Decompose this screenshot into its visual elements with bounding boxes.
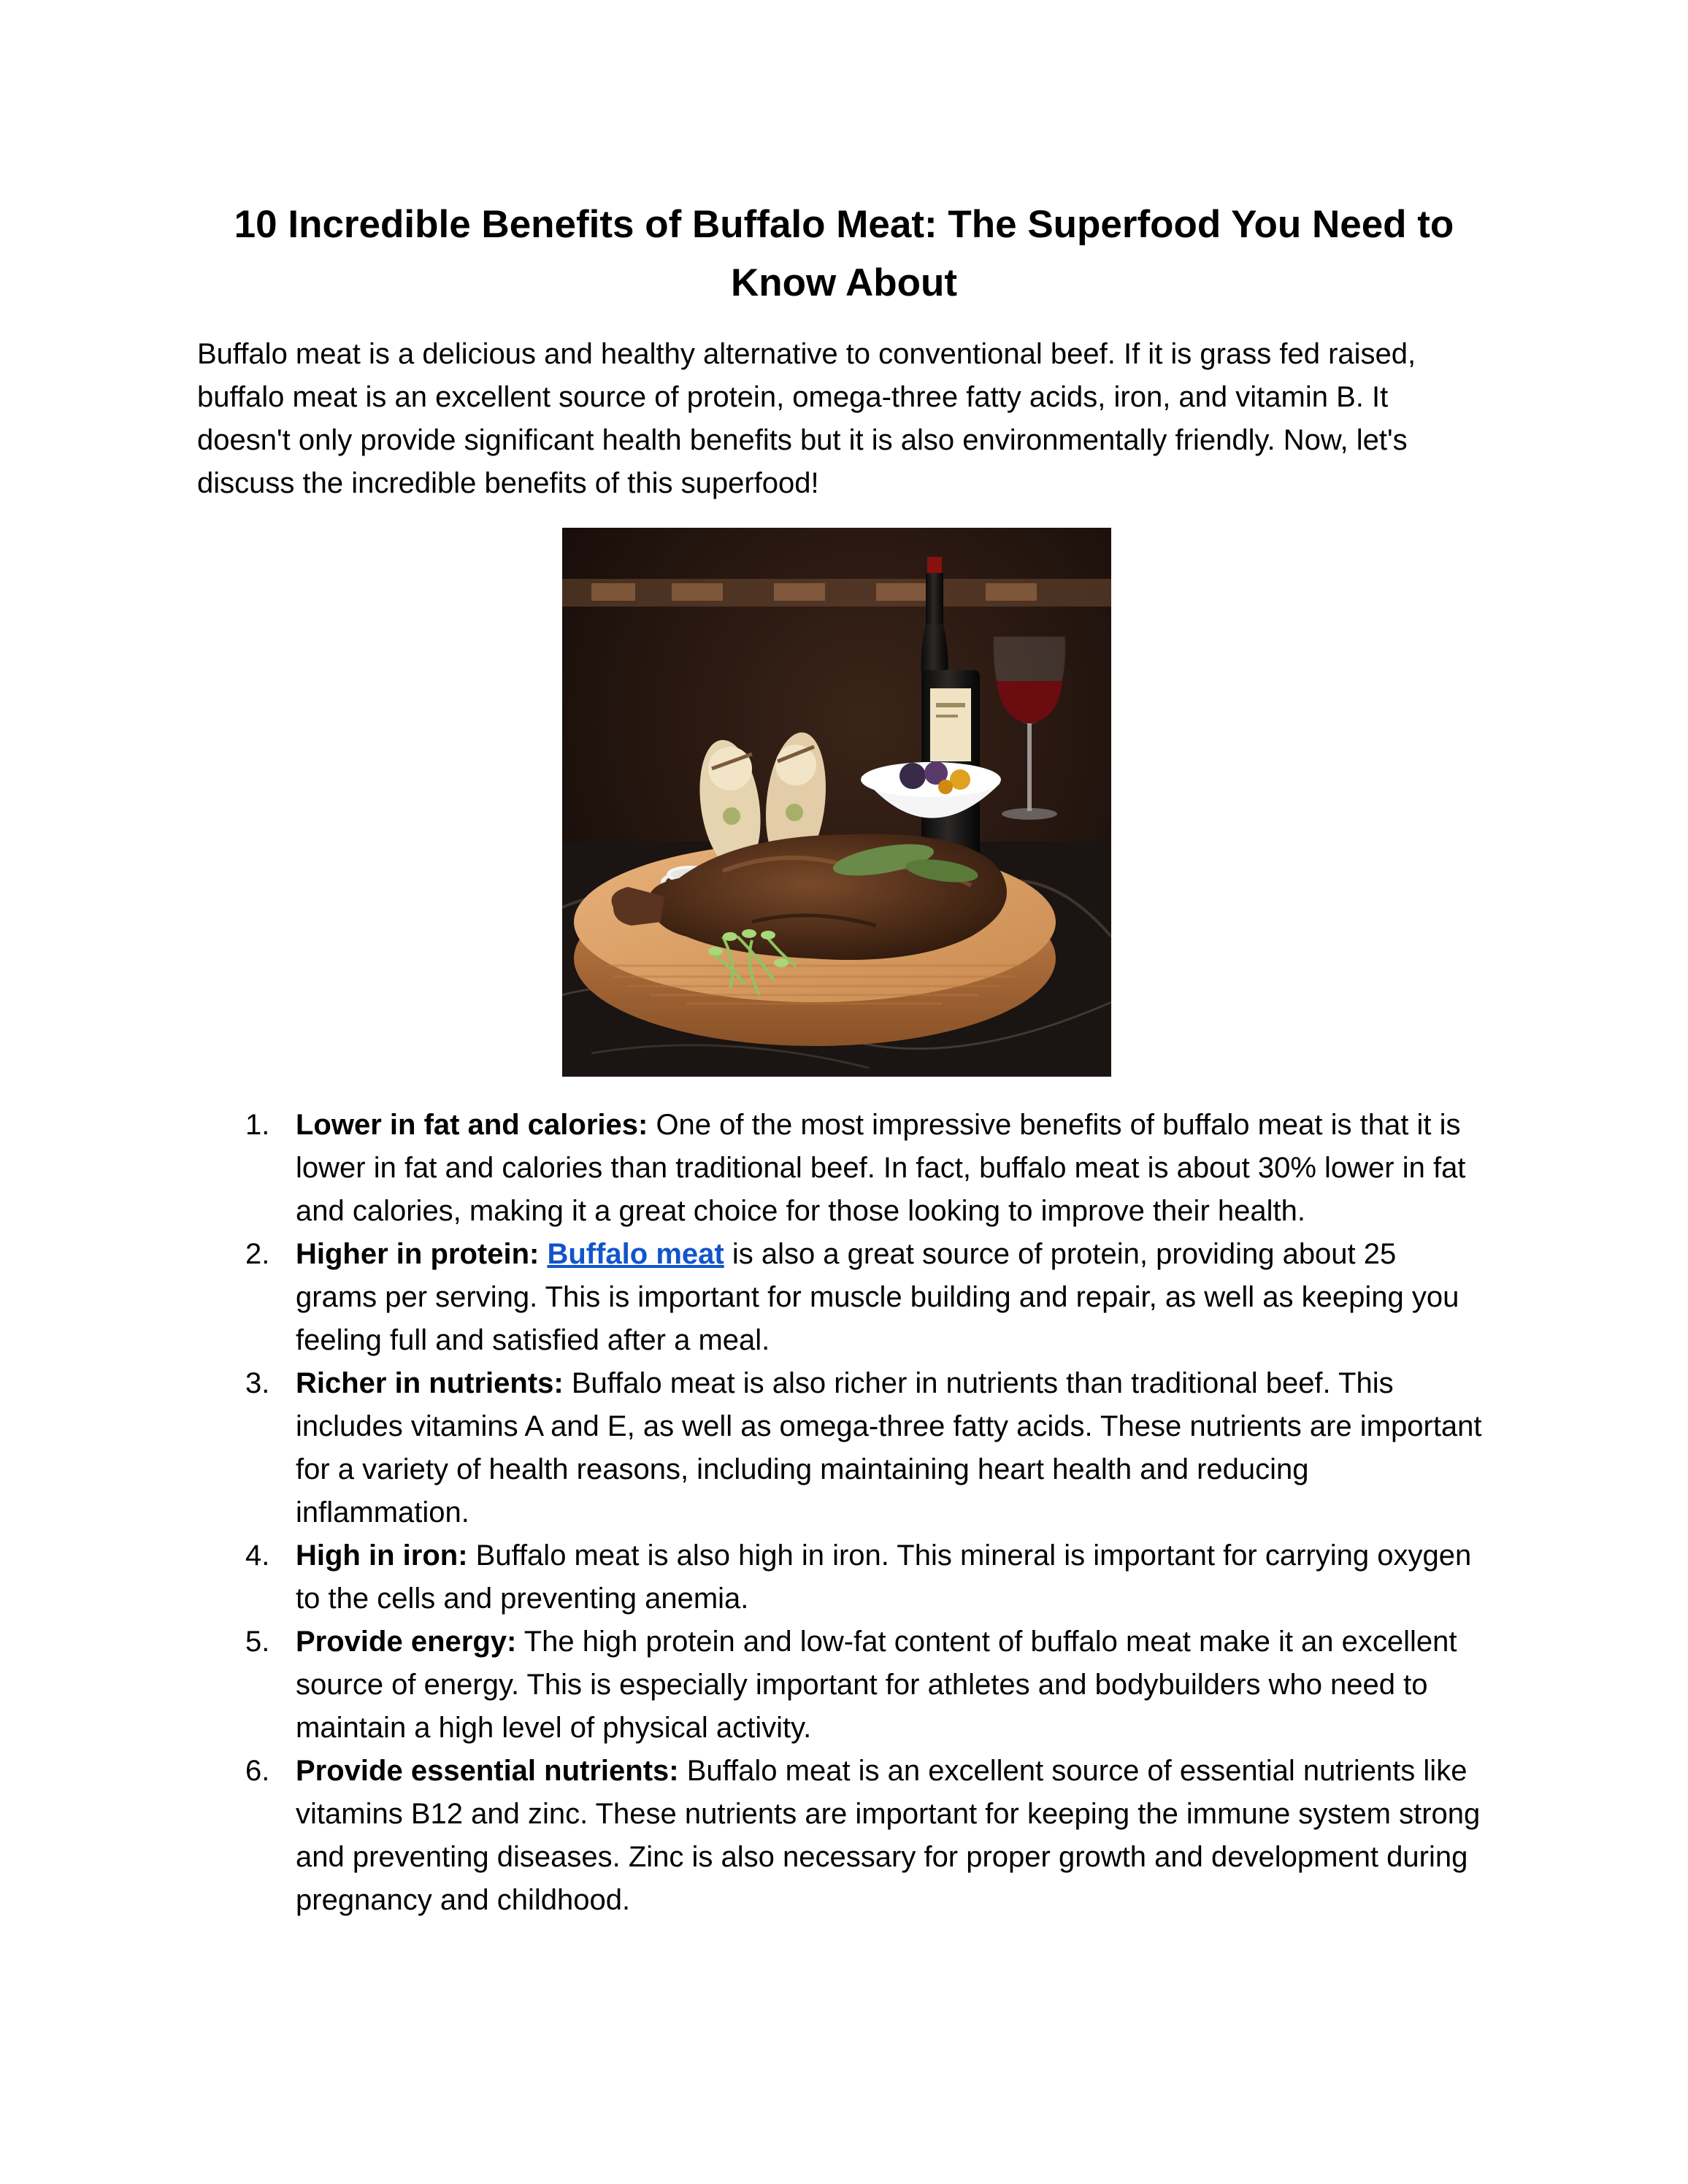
benefit-heading: High in iron: xyxy=(296,1539,468,1572)
benefit-item xyxy=(197,1750,1482,1922)
benefit-number: 4. xyxy=(245,1539,270,1572)
benefit-item xyxy=(197,1534,1482,1620)
benefit-heading: Higher in protein: xyxy=(296,1238,540,1270)
intro-paragraph: Buffalo meat is a delicious and healthy alternative to conventional beef. If it is grass fed raised, buffalo meat is an excellent source of protein, omega-three fatty acids, iron, and vitamin B. It doesn't only provide significant health benefits but it is also environmentally friendly. Now, let's discuss the incredible benefits of this superfood! xyxy=(197,338,1416,499)
benefit-item xyxy=(197,1104,1482,1233)
benefit-number: 6. xyxy=(245,1755,270,1787)
benefit-text: One of the most impressive benefits of buffalo meat is that it is lower in fat and calories than traditional beef. In fact, buffalo meat is about 30% lower in fat and calories, making it a great choice for those looking to improve their health. xyxy=(296,1109,1466,1227)
benefit-number: 2. xyxy=(245,1238,270,1270)
benefit-item xyxy=(197,1233,1482,1362)
benefit-item xyxy=(197,1362,1482,1534)
benefit-text: Buffalo meat is also richer in nutrients than traditional beef. This includes vitamins A and E, as well as omega-three fatty acids. These nutrients are important for a variety of health reasons, including maintaining heart health and reducing inflammation. xyxy=(296,1367,1482,1529)
benefit-number: 5. xyxy=(245,1626,270,1658)
benefit-heading: Lower in fat and calories: xyxy=(296,1109,648,1141)
buffalo-steak-photo xyxy=(562,528,1111,1077)
document-title: 10 Incredible Benefits of Buffalo Meat: The Superfood You Need to Know About xyxy=(234,203,1454,304)
benefit-text: Buffalo meat is also high in iron. This mineral is important for carrying oxygen to the cells and preventing anemia. xyxy=(296,1539,1472,1615)
benefit-number: 1. xyxy=(245,1109,270,1141)
benefit-heading: Richer in nutrients: xyxy=(296,1367,564,1399)
benefit-text: Buffalo meat is an excellent source of essential nutrients like vitamins B12 and zinc. These nutrients are important for keeping the immune system strong and preventing diseases. Zinc is also necessary for proper growth and development during pregnancy and childhood. xyxy=(296,1755,1481,1916)
benefit-number: 3. xyxy=(245,1367,270,1399)
benefits-list xyxy=(197,1104,1482,1922)
benefit-item xyxy=(197,1620,1482,1750)
benefit-heading: Provide energy: xyxy=(296,1626,517,1658)
buffalo-meat-link[interactable]: Buffalo meat xyxy=(547,1238,724,1270)
benefit-text: The high protein and low-fat content of buffalo meat make it an excellent source of energy. This is especially important for athletes and bodybuilders who need to maintain a high level of physical activity. xyxy=(296,1626,1457,1744)
benefit-text: is also a great source of protein, providing about 25 grams per serving. This is important for muscle building and repair, as well as keeping you feeling full and satisfied after a meal. xyxy=(296,1238,1459,1356)
benefit-heading: Provide essential nutrients: xyxy=(296,1755,679,1787)
